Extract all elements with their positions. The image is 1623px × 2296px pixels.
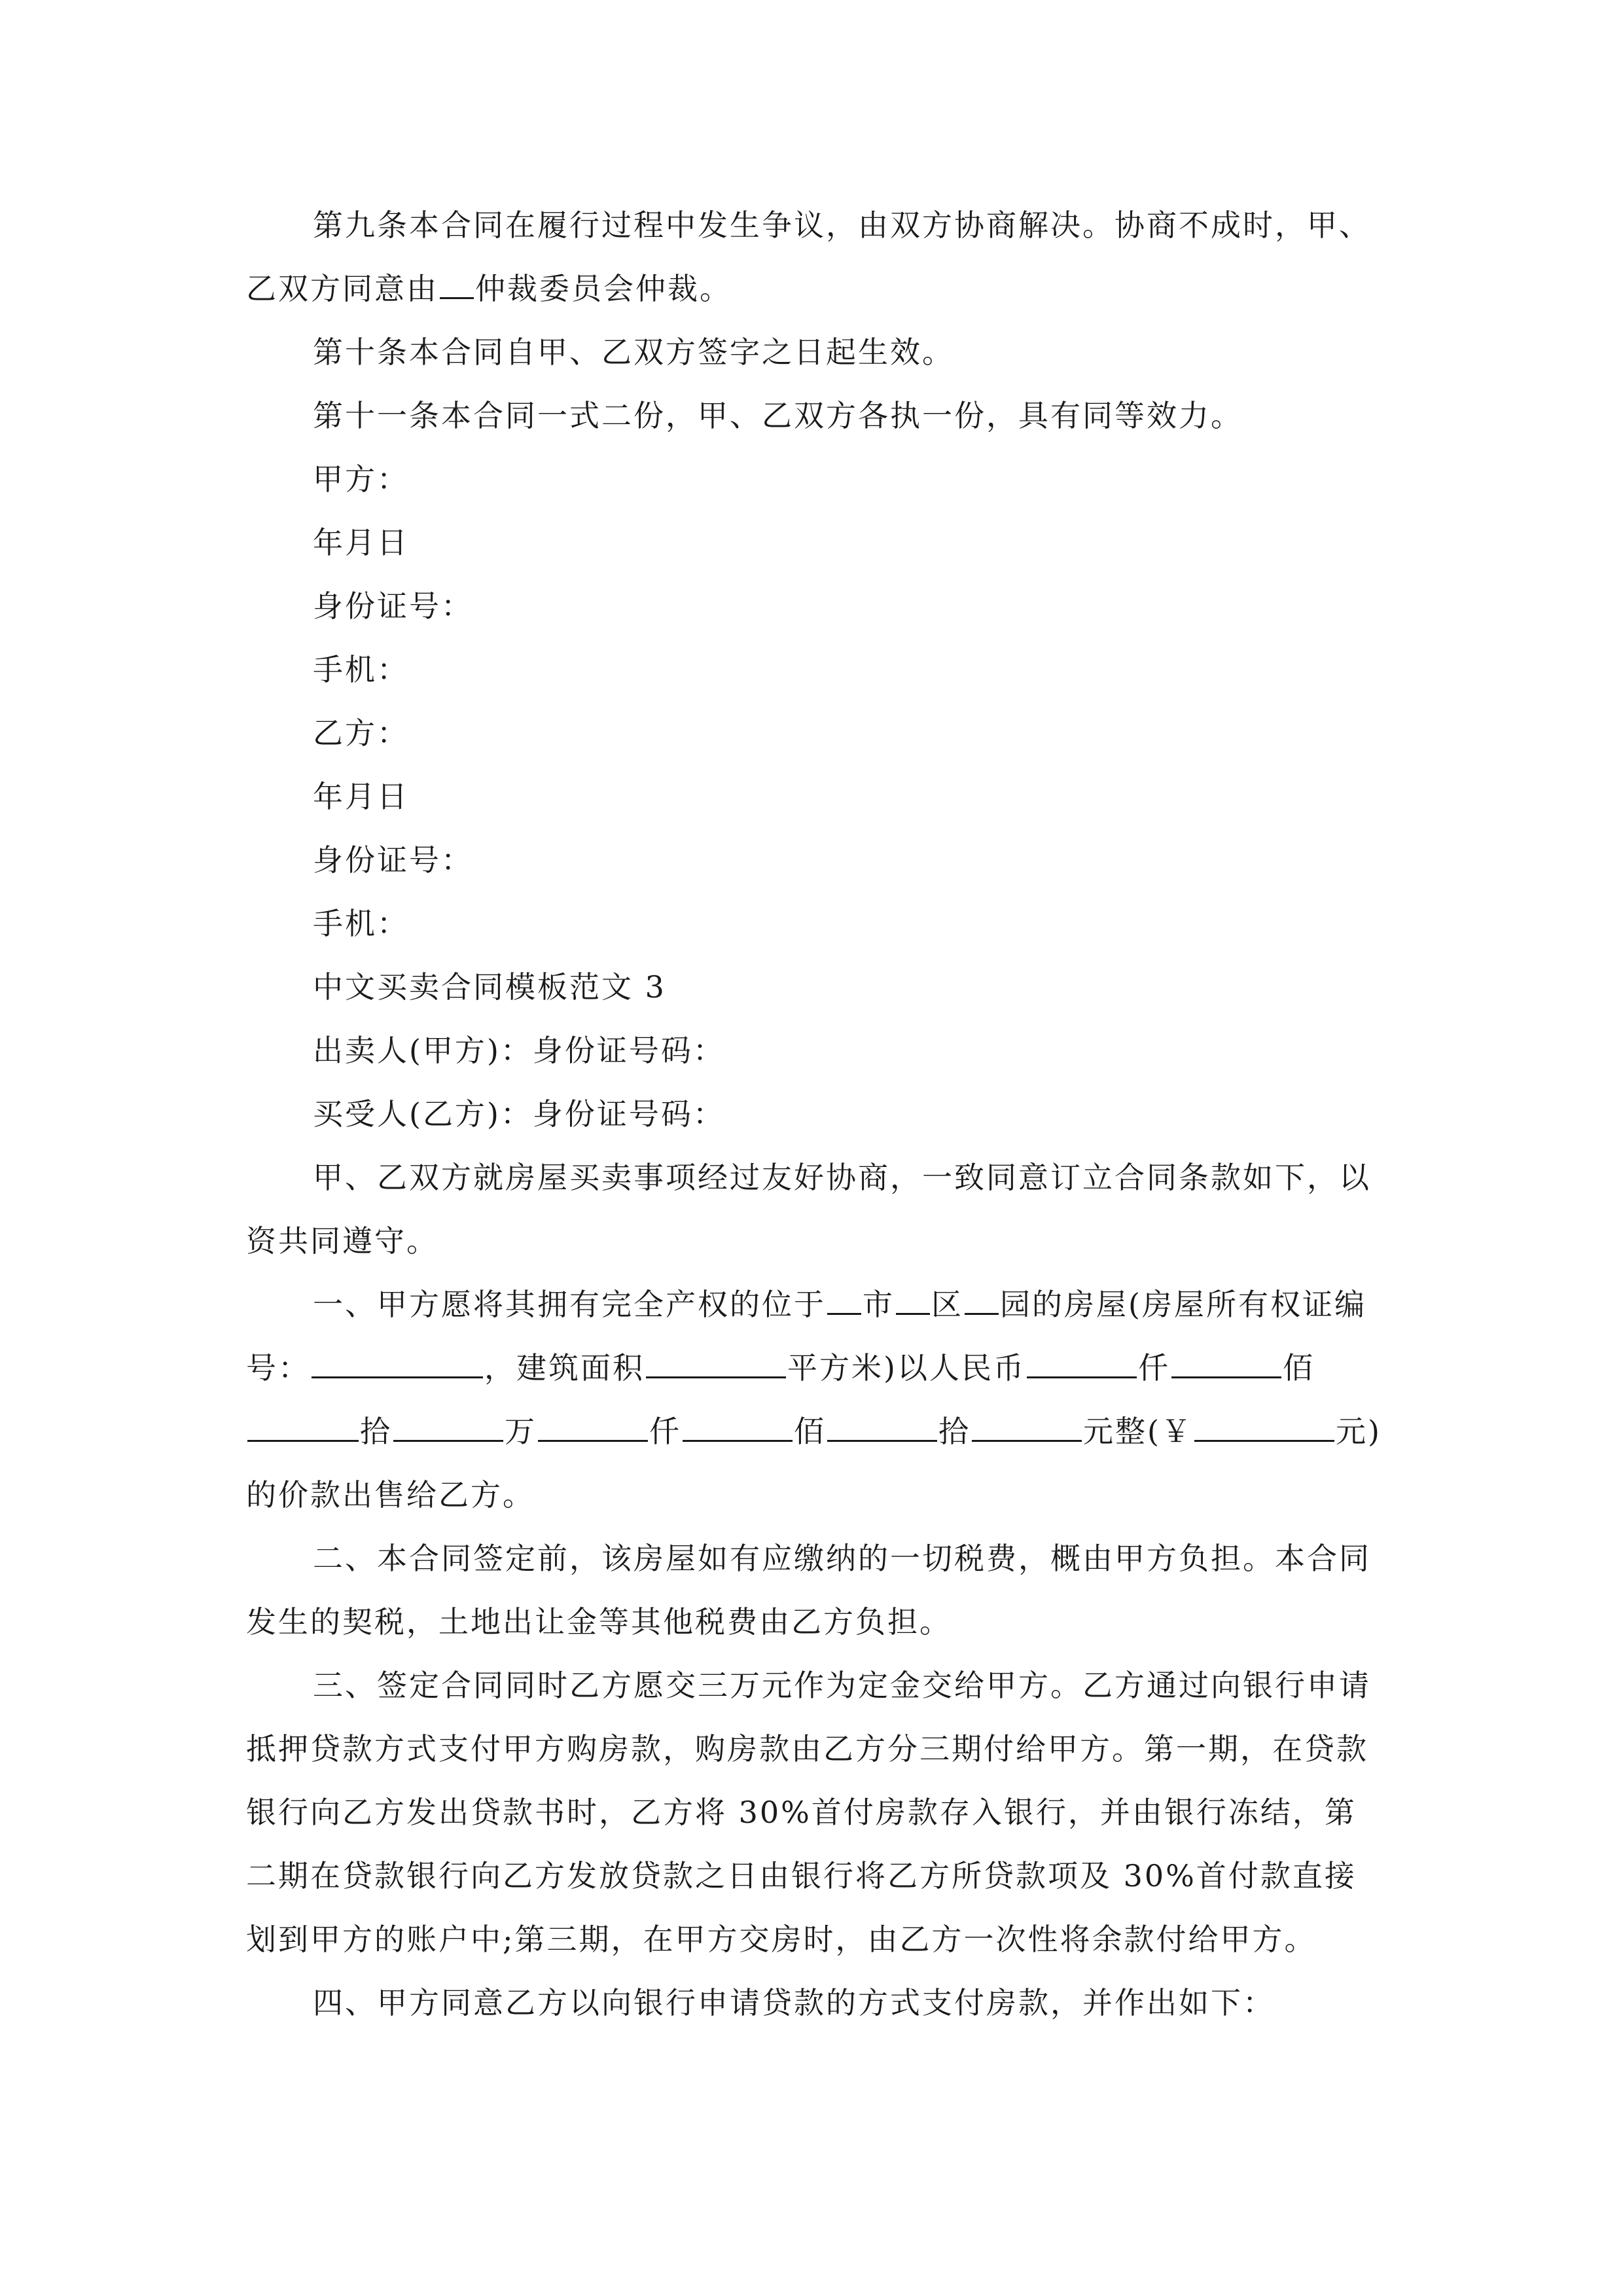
cert-number-blank <box>312 1348 483 1378</box>
clause-1-qian-2: 仟 <box>649 1414 681 1449</box>
bai-blank-1 <box>1171 1348 1281 1378</box>
shi-blank-2 <box>827 1411 937 1442</box>
article-9 <box>246 194 1383 321</box>
clause-1-yuan-zheng: 元整(￥ <box>1083 1414 1193 1449</box>
party-b-date: 年月日 <box>313 779 409 814</box>
clause-1-area-unit: 平方米)以人民币 <box>787 1350 1026 1386</box>
article-9-line-2a: 乙双方同意由 <box>246 271 438 306</box>
clause-3: 三、签定合同同时乙方愿交三万元作为定金交给甲方。乙方通过向银行申请抵押贷款方式支付甲方购房款，购房款由乙方分三期付给甲方。第一期，在贷款银行向乙方发出贷款书时，乙方将 30%首付房款存入银行，并由银行冻结，第二期在贷款银行向乙方发放贷款之日由银行将乙方所贷款项及 30%首付款直接划到甲方的账户中;第三期，在甲方交房时，由乙方一次性将余款付给甲方。 <box>246 1668 1371 1957</box>
party-a-phone: 手机： <box>313 652 409 687</box>
clause-4: 四、甲方同意乙方以向银行申请贷款的方式支付房款，并作出如下： <box>313 1985 1275 2020</box>
clause-1-shi-1: 拾 <box>360 1414 392 1449</box>
document-body <box>246 194 1383 2035</box>
bai-blank-2 <box>683 1411 793 1442</box>
garden-blank <box>965 1284 999 1315</box>
clause-1-bai-2: 佰 <box>794 1414 826 1449</box>
rmb-amount-blank <box>1194 1411 1334 1442</box>
clause-2: 二、本合同签定前，该房屋如有应缴纳的一切税费，概由甲方负担。本合同发生的契税，土地出让金等其他税费由乙方负担。 <box>246 1541 1371 1640</box>
arbitration-blank <box>440 268 474 299</box>
qian-blank-2 <box>538 1411 648 1442</box>
buyer-line: 买受人(乙方)：身份证号码： <box>313 1096 725 1132</box>
clause-1-city: 市 <box>863 1287 895 1322</box>
clause-1-qian-1: 仟 <box>1137 1350 1170 1386</box>
party-a-id: 身份证号： <box>313 588 473 624</box>
article-11: 第十一条本合同一式二份，甲、乙双方各执一份，具有同等效力。 <box>313 398 1243 433</box>
template-3-title: 中文买卖合同模板范文 3 <box>313 969 666 1005</box>
party-b-phone: 手机： <box>313 906 409 941</box>
yuan-blank <box>972 1411 1082 1442</box>
clause-1-shi-2: 拾 <box>938 1414 971 1449</box>
city-blank <box>827 1284 861 1315</box>
party-a-label: 甲方： <box>313 461 409 497</box>
article-9-line-2b: 仲裁委员会仲裁。 <box>475 271 732 306</box>
clause-1-garden: 园的房屋(房屋所有权证编 <box>1000 1287 1366 1322</box>
clause-1-bai-1: 佰 <box>1282 1350 1315 1386</box>
clause-1-cert-label: 号： <box>246 1350 310 1386</box>
seller-line: 出卖人(甲方)：身份证号码： <box>313 1033 725 1068</box>
clause-1-text-a: 一、甲方愿将其拥有完全产权的位于 <box>313 1287 826 1322</box>
district-blank <box>896 1284 930 1315</box>
article-9-line-1: 第九条本合同在履行过程中发生争议，由双方协商解决。协商不成时，甲、 <box>313 207 1371 243</box>
clause-1-wan: 万 <box>505 1414 537 1449</box>
area-blank <box>646 1348 786 1378</box>
clause-1-text-end: 的价款出售给乙方。 <box>246 1477 535 1513</box>
article-10: 第十条本合同自甲、乙双方签字之日起生效。 <box>313 334 954 370</box>
party-b-label: 乙方： <box>313 715 409 751</box>
party-a-date: 年月日 <box>313 525 409 560</box>
clause-1 <box>246 1273 1383 1527</box>
party-b-id: 身份证号： <box>313 842 473 878</box>
shi-blank-1 <box>247 1411 359 1442</box>
wan-blank <box>393 1411 503 1442</box>
intro-paragraph: 甲、乙双方就房屋买卖事项经过友好协商，一致同意订立合同条款如下，以资共同遵守。 <box>246 1160 1371 1259</box>
qian-blank-1 <box>1027 1348 1137 1378</box>
clause-1-yuan: 元) <box>1335 1414 1382 1449</box>
clause-1-district: 区 <box>931 1287 963 1322</box>
clause-1-area-label: ，建筑面积 <box>484 1350 645 1386</box>
